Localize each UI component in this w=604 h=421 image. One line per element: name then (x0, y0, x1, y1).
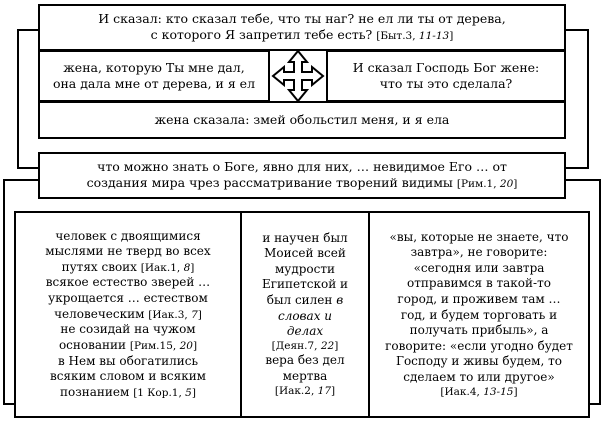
scripture-reference (262, 385, 348, 399)
ref-prefix: [Иак.2, (274, 384, 315, 397)
scripture-reference (133, 387, 196, 399)
verse-line: сделаем то или другое» (403, 370, 555, 385)
verse-line-with-ref (98, 27, 505, 44)
verse-line: укрощается … естеством (48, 291, 208, 306)
ref-verses: 11-13 (418, 30, 450, 43)
verse-line-italic: в (336, 293, 344, 308)
verse-line: путях своих (61, 259, 137, 274)
ref-prefix: [1 Кор.1, (133, 386, 182, 399)
verse-line-italic: делах (286, 324, 324, 339)
ref-verses: 22 (320, 339, 335, 352)
verse-line: познанием (60, 384, 130, 399)
verse-line: И сказал Господь Бог жене: (352, 59, 540, 75)
ref-suffix: ] (449, 30, 454, 43)
verse-line: и научен был (262, 230, 348, 245)
verse-line: завтра», не говорите: (410, 245, 548, 260)
verse-line: не созидай на чужом (60, 322, 196, 337)
verse-line: в Нем вы обогатились (57, 353, 199, 368)
ref-prefix: [Иак.1, (140, 261, 181, 274)
ref-verses: 20 (499, 178, 514, 191)
verse-line: создания мира чрез рассматривание творений видимы (86, 175, 453, 191)
verse-line: получать прибыль», а (409, 323, 549, 338)
ref-prefix: [Быт.3, (376, 30, 416, 43)
verse-box-romans (38, 152, 566, 199)
verse-box-wife-answer (38, 101, 566, 139)
verse-line: Моисей всей (264, 246, 346, 261)
verse-line (262, 293, 348, 309)
verse-line: вера без дел (265, 353, 345, 368)
verse-line: «вы, которые не знаете, что (389, 229, 569, 244)
verse-line: что можно знать о Боге, явно для них, … невидимое Его … от (97, 159, 507, 175)
ref-verses: 17 (317, 384, 332, 397)
verse-line: с которого Я запретил тебе есть? (150, 27, 373, 43)
verse-line: город, и проживем там … (397, 292, 561, 307)
verse-line: всяким словом и всяким (49, 369, 207, 384)
ref-suffix: ] (190, 261, 195, 274)
verse-line-with-ref (45, 307, 210, 323)
verse-line: она дала мне от дерева, и я ел (52, 76, 256, 91)
scripture-reference (385, 386, 573, 400)
verse-line-with-ref (45, 338, 210, 354)
verse-line: человек с двоящимися (55, 228, 201, 243)
verse-line: всякое естество зверей … (45, 275, 211, 290)
verse-line: человеческим (54, 306, 145, 321)
ref-prefix: [Деян.7, (271, 339, 318, 352)
four-way-arrow-icon (270, 48, 326, 104)
ref-suffix: ] (197, 308, 202, 321)
ref-suffix: ] (192, 339, 198, 352)
left-bracket-upper (18, 30, 38, 168)
scripture-reference (376, 30, 453, 42)
ref-suffix: ] (334, 339, 339, 352)
ref-verses: 7 (191, 308, 198, 321)
ref-prefix: [Рим.15, (129, 339, 177, 352)
ref-verses: 13-15 (483, 385, 514, 398)
ref-prefix: [Иак.3, (148, 308, 188, 321)
verse-line: жена, которую Ты мне дал, (63, 59, 245, 75)
verse-line: жена сказала: змей обольстил меня, и я ела (154, 111, 450, 127)
verse-line: И сказал: кто сказал тебе, что ты наг? не ел ли ты от дерева, (98, 11, 506, 27)
ref-suffix: ] (513, 385, 518, 398)
ref-verses: 20 (179, 339, 193, 352)
verse-line: «сегодня или завтра (413, 260, 545, 275)
verse-box-adam-answer (38, 50, 270, 102)
scripture-reference (457, 178, 518, 190)
verse-line-part: был силен (266, 293, 333, 308)
verse-line: отправимся в такой-то (407, 276, 551, 291)
verse-line: мертва (282, 369, 328, 384)
verse-box-genesis-question (38, 4, 566, 51)
ref-prefix: [Иак.4, (440, 385, 480, 398)
verse-line: основании (58, 337, 127, 352)
verse-box-lord-question (326, 50, 566, 102)
verse-line: что ты это сделала? (379, 76, 513, 91)
scripture-reference (141, 262, 195, 274)
ref-verses: 5 (185, 386, 192, 399)
right-bracket-upper (566, 30, 588, 168)
verse-line: Египетской и (261, 277, 349, 292)
verse-line: говорите: «если угодно будет (385, 338, 573, 353)
verse-line-with-ref (87, 175, 518, 192)
ref-prefix: [Рим.1, (456, 178, 497, 191)
verse-line-with-ref (45, 385, 210, 401)
verse-column-acts (240, 211, 370, 418)
verse-line: мудрости (274, 261, 336, 276)
ref-suffix: ] (191, 386, 196, 399)
verse-line-italic: словах и (277, 308, 333, 323)
verse-line: мыслями не тверд во всех (45, 244, 211, 259)
scripture-reference (130, 340, 197, 352)
ref-verses: 8 (183, 261, 191, 274)
verse-line-with-ref (45, 260, 210, 276)
verse-line: Господу и живы будем, то (396, 354, 562, 369)
scripture-reference (262, 340, 348, 354)
ref-suffix: ] (513, 178, 518, 191)
verse-line: год, и будем торговать и (400, 307, 558, 322)
ref-suffix: ] (331, 384, 336, 397)
scripture-reference (148, 309, 202, 321)
verse-column-james-tomorrow (368, 211, 590, 418)
verse-column-james (14, 211, 242, 418)
